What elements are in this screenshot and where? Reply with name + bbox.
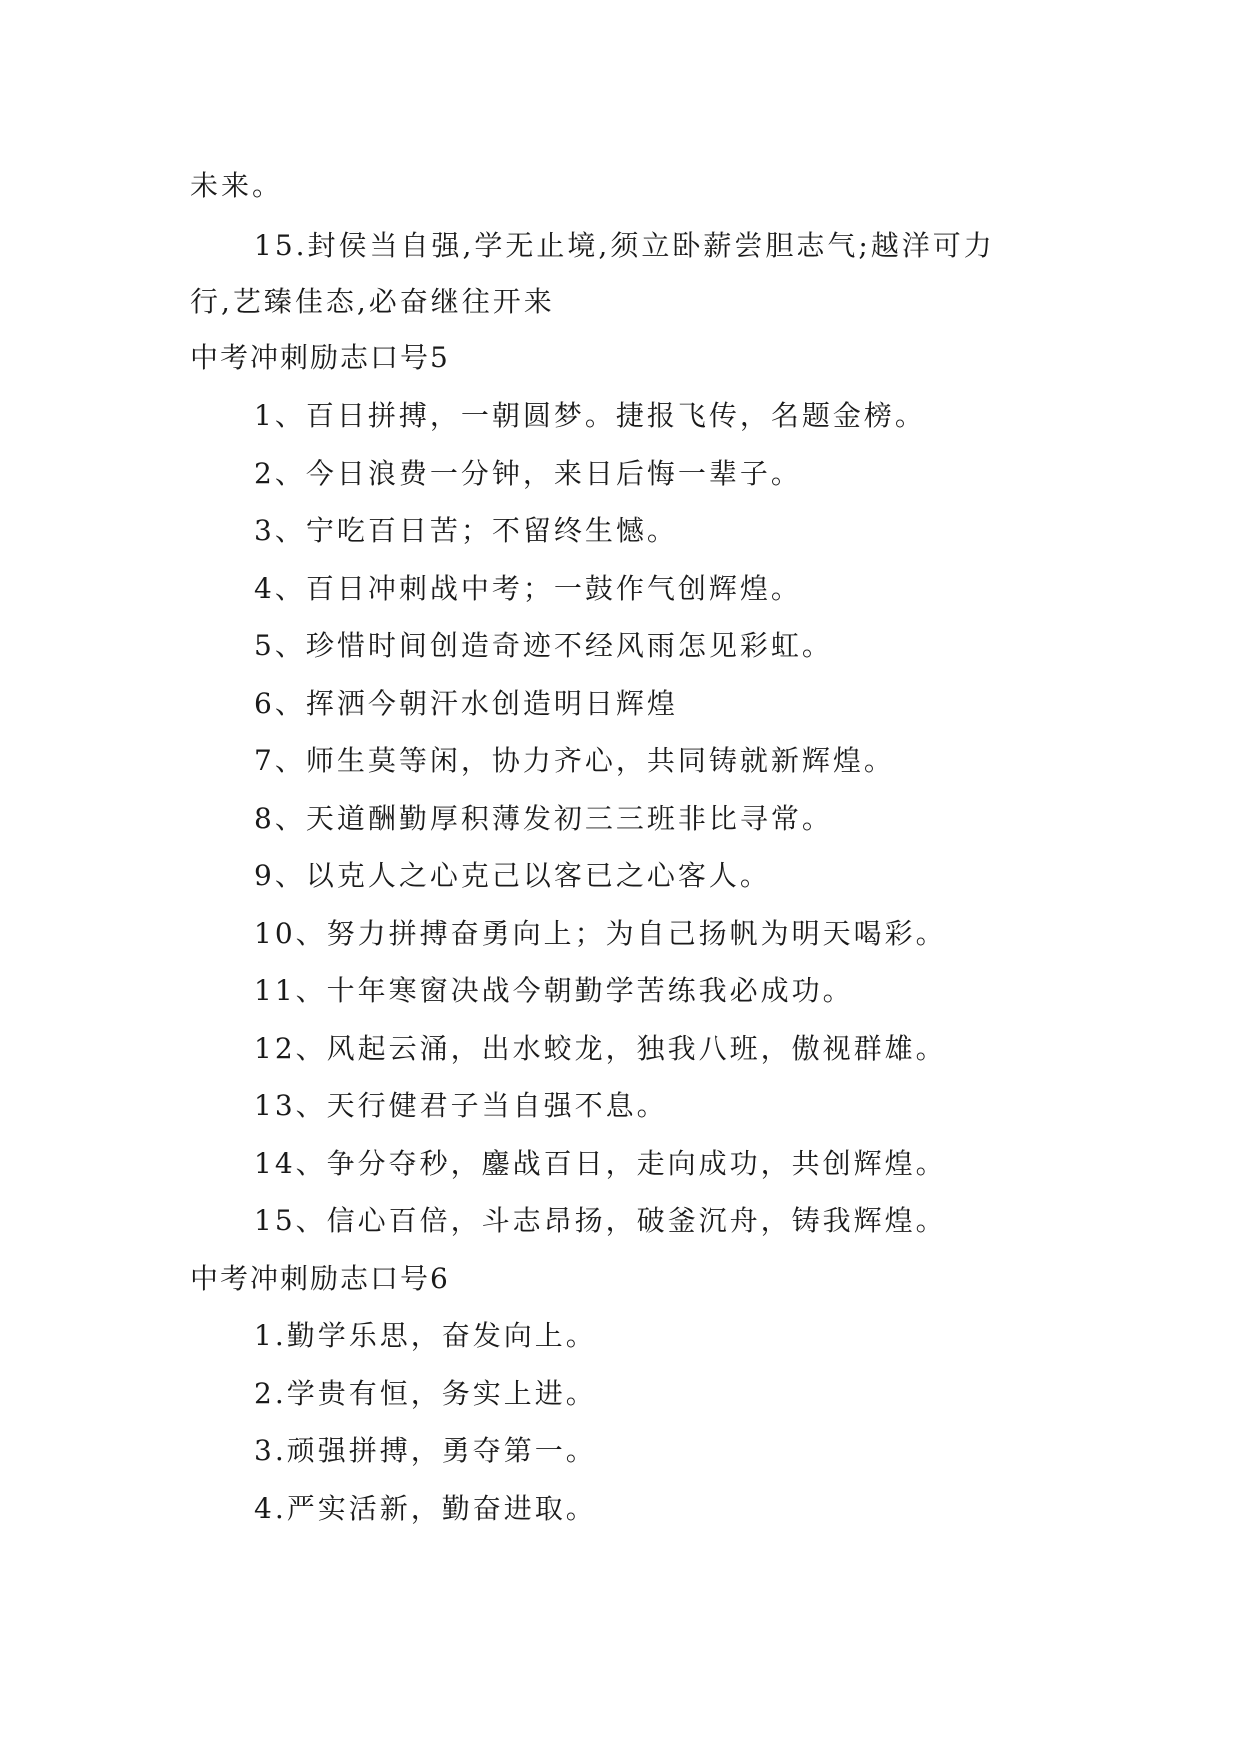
paragraph-continuation: 行,艺臻佳态,必奋继往开来 xyxy=(190,285,555,318)
list-item: 13、天行健君子当自强不息。 xyxy=(254,1089,668,1122)
list-item: 7、师生莫等闲，协力齐心，共同铸就新辉煌。 xyxy=(254,744,895,777)
paragraph-continuation: 未来。 xyxy=(190,169,284,202)
list-item: 15、信心百倍，斗志昂扬，破釜沉舟，铸我辉煌。 xyxy=(254,1204,947,1237)
section-heading: 中考冲刺励志口号6 xyxy=(190,1262,450,1295)
list-item: 2.学贵有恒，务实上进。 xyxy=(254,1377,597,1410)
list-item: 4.严实活新，勤奋进取。 xyxy=(254,1492,597,1525)
list-item: 14、争分夺秒，鏖战百日，走向成功，共创辉煌。 xyxy=(254,1147,947,1180)
list-item: 12、风起云涌，出水蛟龙，独我八班，傲视群雄。 xyxy=(254,1032,947,1065)
list-item: 10、努力拼搏奋勇向上；为自己扬帆为明天喝彩。 xyxy=(254,917,947,950)
list-item: 8、天道酬勤厚积薄发初三三班非比寻常。 xyxy=(254,802,833,835)
list-item: 3、宁吃百日苦；不留终生憾。 xyxy=(254,514,678,547)
list-item: 1.勤学乐思，奋发向上。 xyxy=(254,1319,597,1352)
list-item: 1、百日拼搏，一朝圆梦。捷报飞传，名题金榜。 xyxy=(254,399,926,432)
list-item: 5、珍惜时间创造奇迹不经风雨怎见彩虹。 xyxy=(254,629,833,662)
section-heading: 中考冲刺励志口号5 xyxy=(190,341,450,374)
paragraph-line: 15.封侯当自强,学无止境,须立卧薪尝胆志气;越洋可力 xyxy=(254,229,995,262)
list-item: 6、挥洒今朝汗水创造明日辉煌 xyxy=(254,687,678,720)
list-item: 2、今日浪费一分钟，来日后悔一辈子。 xyxy=(254,457,802,490)
list-item: 9、以克人之心克己以客已之心客人。 xyxy=(254,859,771,892)
list-item: 3.顽强拼搏，勇夺第一。 xyxy=(254,1434,597,1467)
list-item: 4、百日冲刺战中考；一鼓作气创辉煌。 xyxy=(254,572,802,605)
list-item: 11、十年寒窗决战今朝勤学苦练我必成功。 xyxy=(254,974,854,1007)
